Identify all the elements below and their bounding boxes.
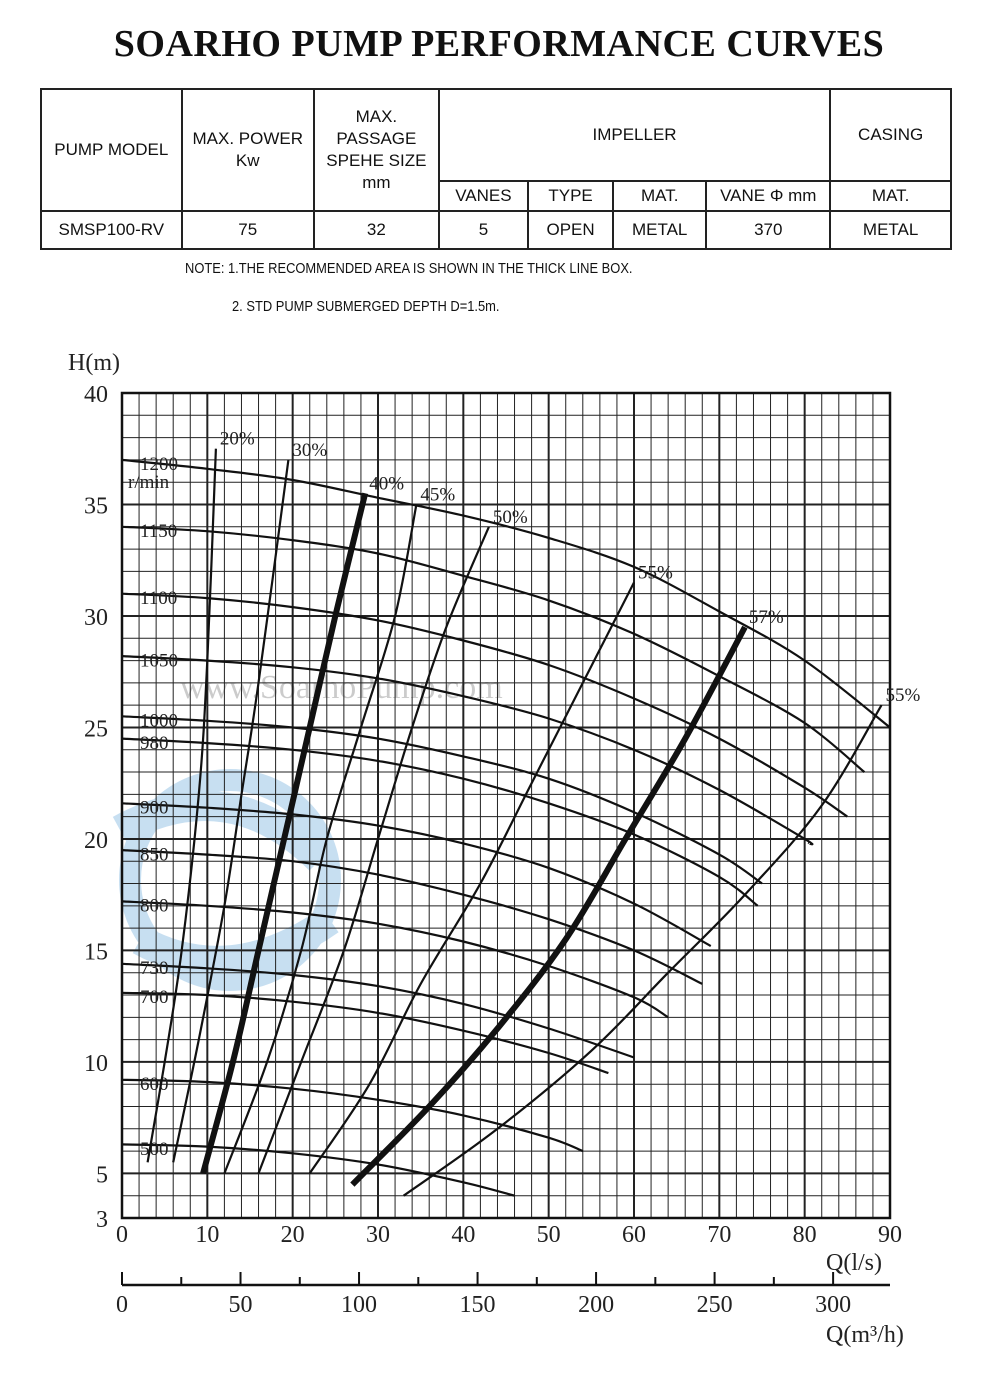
speed-label-600: 600 <box>140 1074 169 1096</box>
cell-mat: METAL <box>613 211 706 249</box>
header-mat: MAT. <box>613 181 706 211</box>
watermark-text: www.SoarhoPump.com <box>180 669 503 706</box>
speed-curve-500 <box>122 1144 515 1195</box>
efficiency-label-55%: 55% <box>885 685 921 707</box>
x-tick-label: 40 <box>451 1222 476 1248</box>
y-tick-label: 40 <box>84 382 108 408</box>
note-2: 2. STD PUMP SUBMERGED DEPTH D=1.5m. <box>232 298 500 315</box>
header-max-passage-label: MAX. PASSAGE <box>336 107 417 148</box>
speed-label-1050: 1050 <box>140 650 178 672</box>
x-tick-label: 60 <box>622 1222 646 1248</box>
x2-tick-label: 150 <box>459 1292 496 1318</box>
x-tick-label: 80 <box>792 1222 817 1248</box>
efficiency-label-50%: 50% <box>492 506 528 528</box>
x-tick-label: 90 <box>878 1222 902 1248</box>
efficiency-label-57%: 57% <box>748 607 784 629</box>
note-1: NOTE: 1.THE RECOMMENDED AREA IS SHOWN IN THE THICK LINE BOX. <box>185 260 633 277</box>
x-axis-label: Q(l/s) <box>826 1250 882 1276</box>
x-tick-label: 70 <box>707 1222 732 1248</box>
x-tick-label: 50 <box>536 1222 561 1248</box>
speed-label-730: 730 <box>140 958 169 980</box>
cell-max-passage: 32 <box>314 211 439 249</box>
page-title: SOARHO PUMP PERFORMANCE CURVES <box>113 23 885 65</box>
header-vane-dia: VANE Φ mm <box>706 181 830 211</box>
efficiency-label-45%: 45% <box>420 484 456 506</box>
y-tick-label: 25 <box>84 716 108 743</box>
speed-label-800: 800 <box>140 895 169 917</box>
x2-tick-label: 0 <box>116 1292 128 1318</box>
cell-casing-mat: METAL <box>830 211 951 249</box>
speed-label-850: 850 <box>140 844 169 866</box>
header-impeller: IMPELLER <box>439 89 830 181</box>
header-max-power-label: MAX. POWER <box>192 129 303 148</box>
speed-label-1100: 1100 <box>140 588 178 610</box>
speed-label-900: 900 <box>140 797 169 819</box>
speed-label-500: 500 <box>140 1138 169 1160</box>
x2-tick-label: 200 <box>578 1292 615 1318</box>
speed-label-1200: 1200 <box>140 454 178 476</box>
x2-tick-label: 250 <box>696 1292 733 1318</box>
header-max-passage-unit: mm <box>362 173 391 192</box>
x2-axis-label: Q(m³/h) <box>826 1322 904 1348</box>
y-tick-label: 30 <box>84 604 108 631</box>
x-tick-label: 30 <box>366 1222 390 1248</box>
x-tick-label: 20 <box>280 1222 305 1248</box>
cell-pump-model: SMSP100-RV <box>41 211 182 249</box>
efficiency-label-20%: 20% <box>219 428 255 450</box>
cell-vanes: 5 <box>439 211 528 249</box>
header-max-power-unit: Kw <box>235 151 260 170</box>
efficiency-curve-40% <box>203 493 365 1173</box>
y-axis-label: H(m) <box>68 350 120 376</box>
speed-label-1000: 1000 <box>140 710 178 732</box>
header-casing-mat: MAT. <box>830 181 951 211</box>
speed-unit-label: r/min <box>128 472 170 493</box>
header-max-passage-label-2: SPEHE SIZE <box>326 151 427 170</box>
efficiency-label-40%: 40% <box>369 473 405 495</box>
x-tick-label: 10 <box>195 1222 220 1248</box>
speed-curve-980 <box>122 739 758 906</box>
speed-label-1150: 1150 <box>140 521 178 543</box>
y-tick-label: 15 <box>84 939 108 966</box>
header-type: TYPE <box>528 181 613 211</box>
cell-vane-dia: 370 <box>706 211 830 249</box>
y-tick-label: 5 <box>96 1162 108 1189</box>
header-casing: CASING <box>830 89 951 181</box>
speed-curve-900 <box>122 803 711 946</box>
x-tick-label: 0 <box>116 1222 128 1248</box>
speed-label-700: 700 <box>140 987 169 1009</box>
y-tick-label: 20 <box>84 827 108 854</box>
x2-tick-label: 100 <box>341 1292 378 1318</box>
speed-label-980: 980 <box>140 732 169 754</box>
x2-tick-label: 50 <box>228 1292 253 1318</box>
y-tick-label: 10 <box>84 1050 108 1077</box>
cell-max-power: 75 <box>182 211 314 249</box>
cell-type: OPEN <box>528 211 613 249</box>
header-vanes: VANES <box>439 181 528 211</box>
y-tick-label: 3 <box>96 1207 108 1233</box>
y-tick-label: 35 <box>84 493 108 520</box>
header-pump-model: PUMP MODEL <box>41 89 182 211</box>
efficiency-label-55%: 55% <box>638 562 673 584</box>
efficiency-label-30%: 30% <box>292 439 328 461</box>
x2-tick-label: 300 <box>815 1292 852 1318</box>
